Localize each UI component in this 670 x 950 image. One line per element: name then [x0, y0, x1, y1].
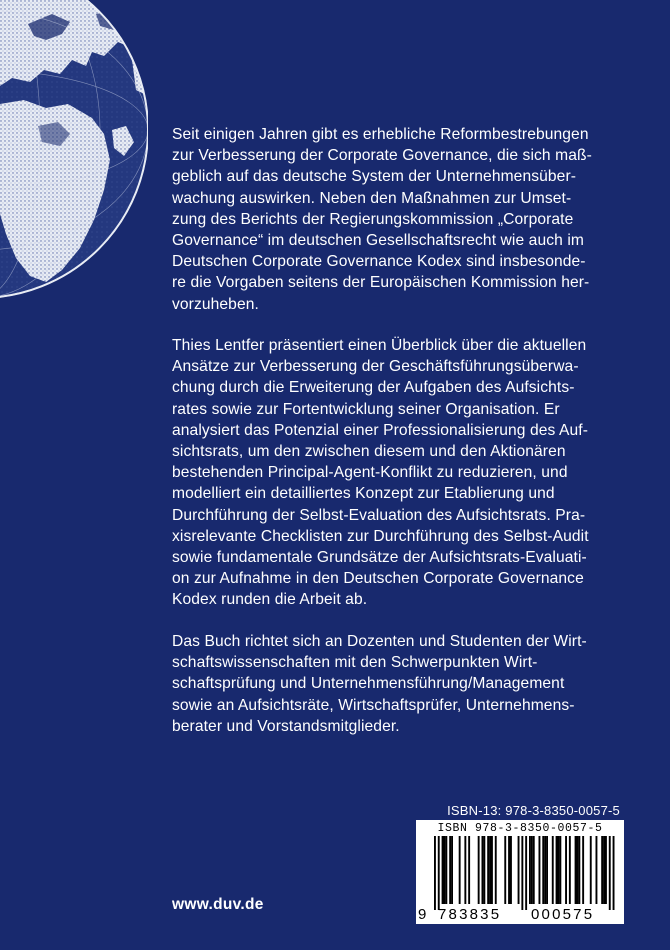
barcode-bar [533, 836, 535, 904]
description-paragraph-2 [172, 335, 622, 611]
barcode-bar [590, 836, 592, 904]
text-line: re die Vorgaben seitens der Europäischen Kommission her- [172, 274, 590, 292]
barcode-bar [495, 836, 497, 904]
text-line: zur Verbesserung der Corporate Governance, die sich maß- [172, 147, 592, 165]
barcode-bar [518, 836, 520, 904]
barcode-bar [444, 836, 446, 904]
text-line: schaftswissenschaften mit den Schwerpunkten Wirt- [172, 654, 538, 672]
text-line: Durchführung der Selbst-Evaluation des Aufsichtsrats. Pra- [172, 506, 586, 524]
text-line: Deutschen Corporate Governance Kodex sind insbesonde- [172, 253, 586, 271]
text-line: analysiert das Potenzial einer Professionalisierung des Auf- [172, 421, 588, 439]
barcode-bar [464, 836, 466, 904]
barcode-bar [510, 836, 512, 904]
barcode-digits-group-2: 000575 [531, 906, 595, 923]
barcode-bar [578, 836, 580, 904]
barcode-bar [487, 836, 489, 904]
barcode-bar [525, 836, 527, 910]
text-line: Seit einigen Jahren gibt es erhebliche Reformbestrebungen [172, 126, 589, 143]
barcode-bar [556, 836, 558, 904]
globe-image [0, 0, 148, 318]
barcode-bar [438, 836, 440, 910]
text-line: xisrelevante Checklisten zur Durchführung des Selbst-Audit [172, 527, 589, 545]
text-line: rates sowie zur Fortentwicklung seiner Organisation. Er [172, 400, 560, 418]
publisher-url: www.duv.de [172, 896, 264, 913]
text-line: Thies Lentfer präsentiert einen Überblick über die aktuellen [172, 337, 587, 354]
text-line: schaftsprüfung und Unternehmensführung/Management [172, 675, 565, 693]
barcode-digit-first: 9 [418, 906, 429, 923]
barcode-bar [434, 836, 436, 910]
barcode-bar [596, 836, 598, 904]
barcode-bar [491, 836, 493, 904]
text-line: geblich auf das deutsche System der Unternehmensüber- [172, 168, 577, 186]
text-line: Das Buch richtet sich an Dozenten und Studenten der Wirt- [172, 633, 587, 650]
barcode-bar [582, 836, 584, 904]
barcode-bar [482, 836, 484, 904]
text-line: Ansätze zur Verbesserung der Geschäftsführungsüberwa- [172, 358, 579, 376]
description-paragraph-3 [172, 631, 622, 737]
isbn-label: ISBN-13: 978-3-8350-0057-5 [447, 803, 620, 818]
barcode-bar [544, 836, 546, 904]
barcode-bar [539, 836, 541, 904]
text-line: sowie fundamentale Grundsätze der Aufsichtsrats-Evaluati- [172, 549, 587, 567]
barcode-bar [577, 836, 579, 904]
barcode-bar [483, 836, 485, 904]
text-line: chung durch die Erweiterung der Aufgaben des Aufsichts- [172, 379, 575, 397]
barcode-bar [613, 836, 615, 910]
barcode-bar [605, 836, 607, 904]
barcode-bar [521, 836, 523, 910]
barcode-digits [416, 906, 624, 924]
text-line: on zur Aufnahme in den Deutschen Corporate Governance [172, 570, 584, 588]
barcode-bar [459, 836, 461, 904]
barcode-bar [559, 836, 561, 904]
text-line: sowie an Aufsichtsräte, Wirtschaftsprüfer, Unternehmens- [172, 696, 575, 714]
barcode-bar [565, 836, 567, 904]
text-line: sichtsrats, um den zwischen diesem und den Aktionären [172, 443, 566, 461]
barcode-bar [542, 836, 544, 904]
barcode-bar [546, 836, 548, 904]
barcode-bar [451, 836, 453, 904]
barcode-bar [603, 836, 605, 904]
barcode-bar [609, 836, 611, 910]
description-paragraph-1 [172, 124, 622, 315]
barcode-bar [449, 836, 451, 904]
isbn-barcode [416, 820, 624, 924]
barcode-bar [552, 836, 554, 904]
text-line: modelliert ein detailliertes Konzept zur Etablierung und [172, 485, 555, 503]
text-line: wachung auswirken. Neben den Maßnahmen zur Umset- [172, 189, 572, 207]
barcode-bar [445, 836, 447, 904]
barcode-bar [508, 836, 510, 904]
text-line: vorzuheben. [172, 295, 259, 313]
barcode-bar [569, 836, 571, 904]
barcode-bar [529, 836, 531, 904]
barcode-bar [601, 836, 603, 904]
text-line: Governance“ im deutschen Gesellschaftsrecht wie auch im [172, 232, 584, 250]
text-line: berater und Vorstandsmitglieder. [172, 717, 400, 735]
barcode-bar [478, 836, 480, 904]
barcode-bar [504, 836, 506, 904]
barcode-bars [422, 836, 618, 910]
barcode-bar [489, 836, 491, 904]
barcode-bar [531, 836, 533, 904]
barcode-digits-group-1: 783835 [438, 906, 502, 923]
text-line: bestehenden Principal-Agent-Konflikt zu reduzieren, und [172, 464, 568, 482]
barcode-bar [558, 836, 560, 904]
barcode-bar [575, 836, 577, 904]
barcode-bar [442, 836, 444, 904]
barcode-isbn-text: ISBN 978-3-8350-0057-5 [437, 822, 603, 835]
barcode-bar [468, 836, 470, 904]
text-line: Kodex runden die Arbeit ab. [172, 591, 368, 609]
text-line: zung des Berichts der Regierungskommission „Corporate [172, 210, 574, 228]
